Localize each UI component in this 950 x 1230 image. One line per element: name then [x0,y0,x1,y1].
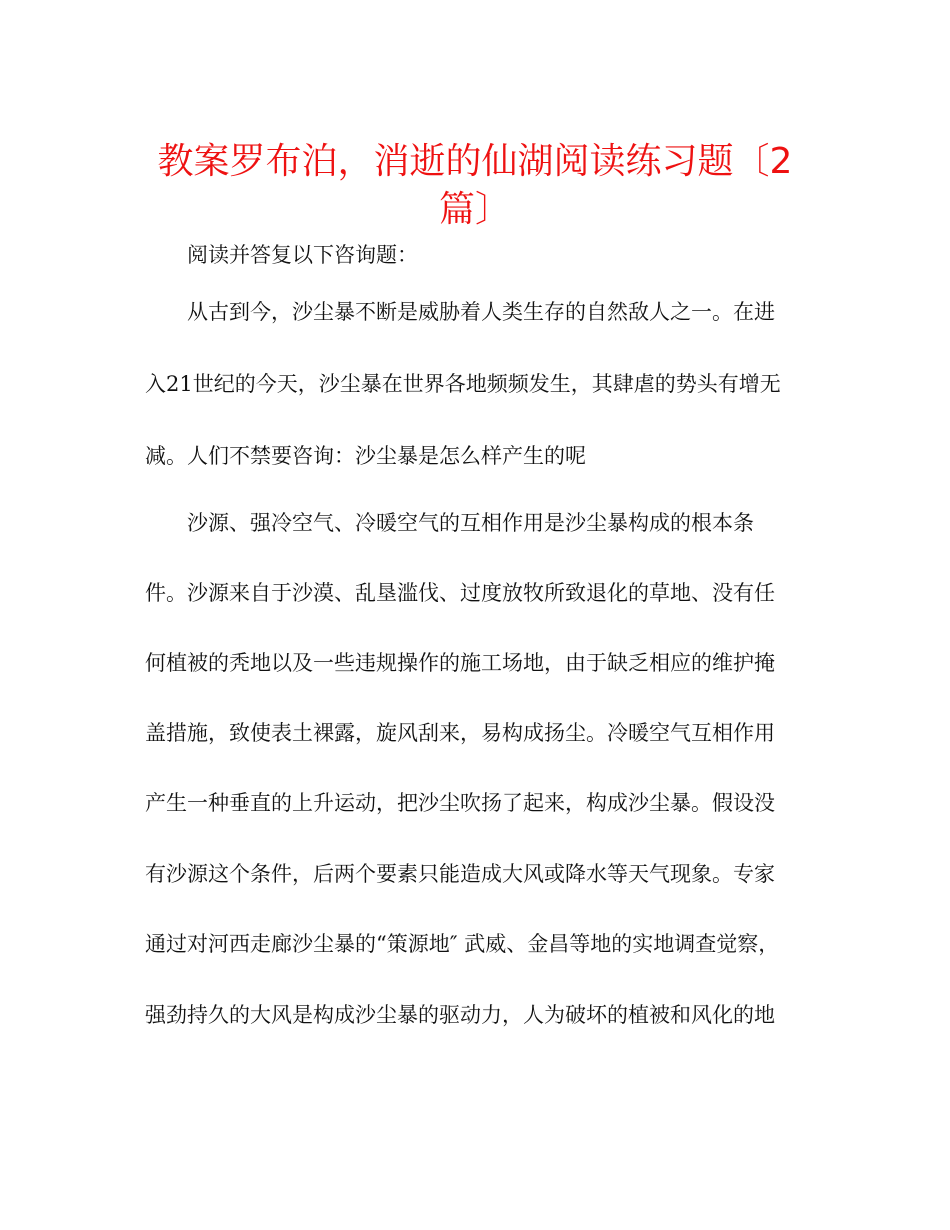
paragraph-line: 减。人们不禁要咨询：沙尘暴是怎么样产生的呢 [145,444,586,468]
paragraph-line: 强劲持久的大风是构成沙尘暴的驱动力，人为破坏的植被和风化的地 [145,1003,775,1027]
question-prompt: 阅读并答复以下咨询题： [187,243,418,267]
paragraph-line: 沙源、强冷空气、冷暖空气的互相作用是沙尘暴构成的根本条 [187,511,754,535]
paragraph-line: 有沙源这个条件，后两个要素只能造成大风或降水等天气现象。专家 [145,862,775,886]
paragraph-line: 入21世纪的今天，沙尘暴在世界各地频频发生，其肆虐的势头有增无 [145,372,781,396]
paragraph-line: 通过对河西走廊沙尘暴的“策源地″ 武威、金昌等地的实地调查觉察， [145,932,780,956]
paragraph-line: 产生一种垂直的上升运动，把沙尘吹扬了起来，构成沙尘暴。假设没 [145,791,775,815]
paragraph-line: 盖措施，致使表土裸露，旋风刮来，易构成扬尘。冷暖空气互相作用 [145,721,775,745]
paragraph-line: 件。沙源来自于沙漠、乱垦滥伐、过度放牧所致退化的草地、没有任 [145,581,775,605]
paragraph-line: 何植被的秃地以及一些违规操作的施工场地，由于缺乏相应的维护掩 [145,651,775,675]
paragraph-line: 从古到今，沙尘暴不断是威胁着人类生存的自然敌人之一。在进 [187,300,775,324]
document-title: 教案罗布泊，消逝的仙湖阅读练习题〔2篇〕 [157,141,793,230]
